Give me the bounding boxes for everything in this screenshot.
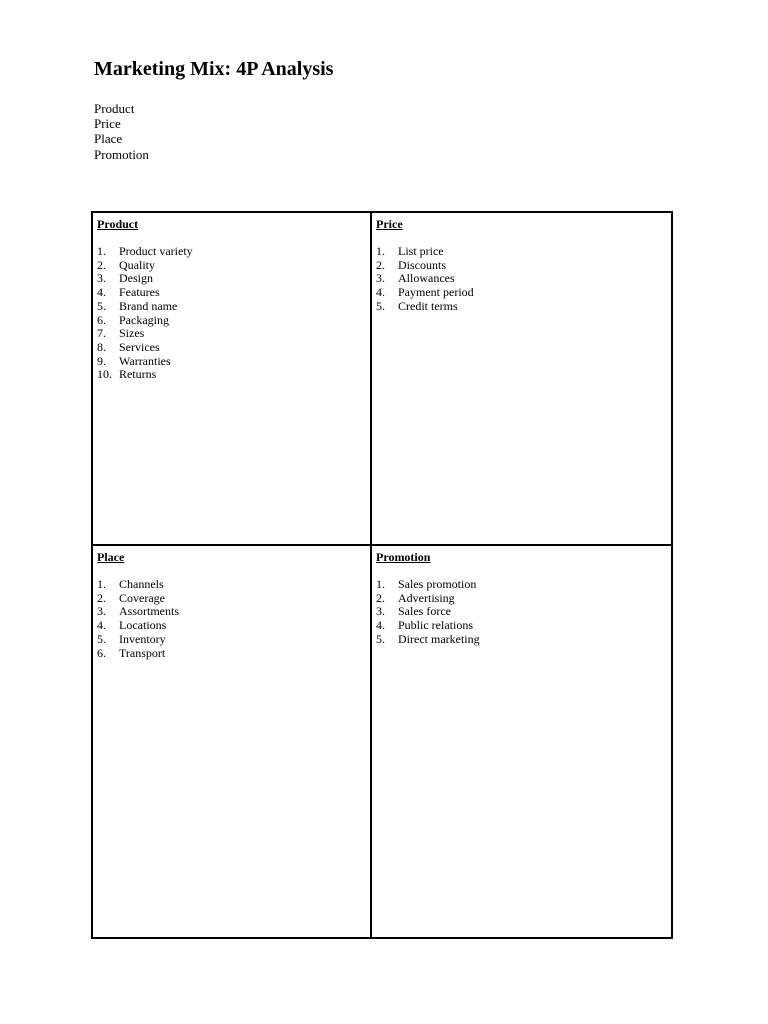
list-item-text: Public relations xyxy=(398,618,473,633)
list-item-text: Direct marketing xyxy=(398,631,480,646)
list-item-number: 1. xyxy=(376,577,385,591)
list-item-number: 1. xyxy=(376,244,385,258)
list-item xyxy=(376,286,671,300)
list-item-text: Channels xyxy=(119,577,164,591)
list-item-number: 4. xyxy=(97,618,106,633)
list-item-number: 2. xyxy=(376,590,385,605)
list-item xyxy=(97,245,370,259)
price-quadrant xyxy=(372,213,671,546)
list-item-text: Returns xyxy=(119,367,157,382)
list-item-text: Inventory xyxy=(119,631,166,646)
intro-list-item: Price xyxy=(94,116,121,132)
list-item xyxy=(97,619,370,633)
list-item-text: Product variety xyxy=(119,244,193,258)
list-item-text: Sizes xyxy=(119,326,145,341)
list-item-number: 5. xyxy=(97,631,106,646)
list-item-text: Design xyxy=(119,271,153,286)
list-item-number: 6. xyxy=(97,312,106,327)
list-item-number: 1. xyxy=(97,244,106,258)
list-item-text: Sales promotion xyxy=(398,577,477,591)
list-item xyxy=(376,633,671,647)
list-item xyxy=(97,314,370,328)
list-item xyxy=(97,286,370,300)
list-item-number: 4. xyxy=(376,618,385,633)
list-item-number: 3. xyxy=(97,271,106,286)
list-item xyxy=(97,259,370,273)
list-item-number: 4. xyxy=(376,285,385,300)
promotion-quadrant xyxy=(372,546,671,937)
list-item-text: Advertising xyxy=(398,590,455,605)
list-item-text: Features xyxy=(119,285,160,300)
intro-list-item: Place xyxy=(94,131,123,147)
list-item xyxy=(376,605,671,619)
list-item-text: Allowances xyxy=(398,271,455,286)
list-item xyxy=(97,272,370,286)
list-item-text: Sales force xyxy=(398,604,451,619)
product-list xyxy=(97,245,370,382)
list-item xyxy=(97,647,370,661)
place-quadrant xyxy=(93,546,372,937)
list-item-number: 5. xyxy=(97,298,106,313)
list-item-number: 2. xyxy=(376,257,385,272)
list-item-number: 5. xyxy=(376,631,385,646)
list-item xyxy=(376,259,671,273)
list-item-number: 3. xyxy=(376,271,385,286)
product-heading: Product xyxy=(97,217,139,231)
list-item-number: 2. xyxy=(97,257,106,272)
list-item-text: Services xyxy=(119,339,160,354)
list-item-text: Coverage xyxy=(119,590,165,605)
list-item-text: Payment period xyxy=(398,285,474,300)
price-list xyxy=(376,245,671,314)
list-item xyxy=(376,592,671,606)
list-item-number: 9. xyxy=(97,353,106,368)
intro-list-item: Promotion xyxy=(94,146,149,162)
list-item xyxy=(97,368,370,382)
promotion-list xyxy=(376,578,671,647)
list-item xyxy=(376,578,671,592)
product-quadrant xyxy=(93,213,372,546)
list-item xyxy=(97,605,370,619)
list-item-number: 7. xyxy=(97,326,106,341)
intro-list xyxy=(94,101,149,162)
list-item-text: List price xyxy=(398,244,444,258)
list-item xyxy=(376,619,671,633)
list-item-text: Assortments xyxy=(119,604,179,619)
place-heading: Place xyxy=(97,550,125,564)
place-list xyxy=(97,578,370,660)
list-item xyxy=(97,578,370,592)
list-item-number: 2. xyxy=(97,590,106,605)
list-item xyxy=(376,300,671,314)
analysis-grid xyxy=(91,211,673,939)
price-heading: Price xyxy=(376,217,403,231)
list-item xyxy=(376,245,671,259)
list-item xyxy=(97,592,370,606)
intro-list-item: Product xyxy=(94,101,135,116)
list-item-text: Credit terms xyxy=(398,298,458,313)
list-item-text: Transport xyxy=(119,645,166,660)
list-item-number: 8. xyxy=(97,339,106,354)
list-item xyxy=(97,327,370,341)
list-item xyxy=(97,341,370,355)
list-item xyxy=(376,272,671,286)
list-item-text: Warranties xyxy=(119,353,171,368)
promotion-heading: Promotion xyxy=(376,550,431,564)
list-item xyxy=(97,633,370,647)
list-item-number: 3. xyxy=(97,604,106,619)
list-item-text: Locations xyxy=(119,618,167,633)
list-item-text: Brand name xyxy=(119,298,178,313)
list-item-number: 1. xyxy=(97,577,106,591)
list-item-number: 3. xyxy=(376,604,385,619)
list-item-text: Packaging xyxy=(119,312,169,327)
list-item-number: 5. xyxy=(376,298,385,313)
list-item-text: Quality xyxy=(119,257,155,272)
list-item-text: Discounts xyxy=(398,257,446,272)
document-title: Marketing Mix: 4P Analysis xyxy=(94,58,334,80)
list-item xyxy=(97,355,370,369)
list-item-number: 6. xyxy=(97,645,106,660)
list-item-number: 4. xyxy=(97,285,106,300)
list-item-number: 10. xyxy=(97,367,112,382)
list-item xyxy=(97,300,370,314)
